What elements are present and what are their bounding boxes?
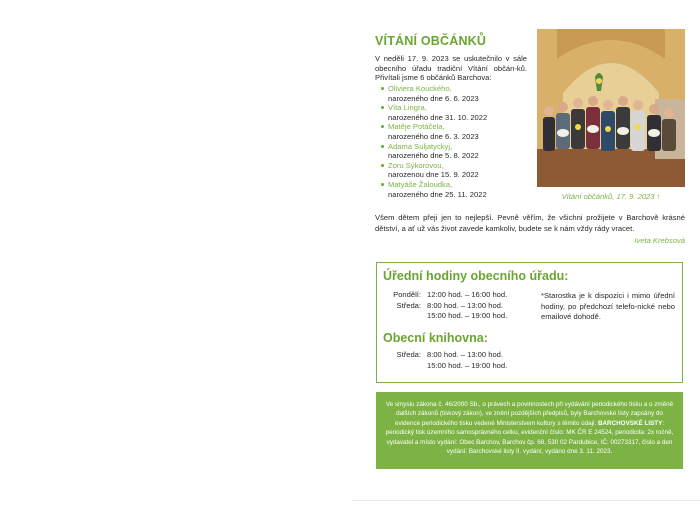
child-birthdate: narozeného dne 6. 6. 2023 <box>388 93 479 103</box>
child-birthdate: narozeného dne 5. 8. 2022 <box>388 151 479 161</box>
library-hours-table <box>387 350 507 371</box>
hours-row <box>387 301 507 312</box>
hours-time: 15:00 hod. – 19:00 hod. <box>427 311 508 321</box>
child-name: Adama Suljatyckyj, <box>388 141 453 151</box>
hours-time: 8:00 hod. – 13:00 hod. <box>427 350 504 359</box>
office-hours-title: Úřední hodiny obecního úřadu: <box>383 269 569 283</box>
list-item <box>380 161 530 180</box>
hours-time: 12:00 hod. – 16:00 hod. <box>427 290 508 299</box>
child-birthdate: narozeného dne 6. 3. 2023 <box>388 131 479 141</box>
article-title: VÍTÁNÍ OBČÁNKŮ <box>375 34 487 48</box>
article-intro: V neděli 17. 9. 2023 se uskutečnilo v sále obecního úřadu tradiční Vítání občán-ků. Přivítali jsme 6 občánků Barchova: <box>375 54 527 83</box>
list-item <box>380 103 530 122</box>
mayor-availability-note: *Starostka je k dispozici i mimo úřední hodiny, po předchozí telefo-nické nebo emailové dohodě. <box>541 291 675 322</box>
hours-row <box>387 311 507 322</box>
child-name: Matyáše Žaloudka, <box>388 179 453 189</box>
child-birthdate: narozeného dne 31. 10. 2022 <box>388 112 488 122</box>
child-birthdate: narozenou dne 15. 9. 2022 <box>388 170 479 180</box>
hours-day: Pondělí: <box>393 290 421 299</box>
arrow-up-icon: ↑ <box>656 192 661 201</box>
legal-text-details: : periodický tisk územního samosprávného celku, evidenční číslo: MK ČR E 24524, periodicita: 2x ročně, vydavatel a místo vydání: Obec Barchov, Barchov čp. 68, 530 02 Pardubice, IČ: 00273317, číslo a den vydání: Barchovské listy II. vydání, vydáno dne 3. 11. 2023. <box>385 419 674 456</box>
office-hours-table <box>387 290 507 322</box>
hours-row <box>387 361 507 372</box>
library-title: Obecní knihovna: <box>383 331 488 345</box>
scan-edge-divider <box>352 500 700 501</box>
hours-day <box>387 311 427 322</box>
child-birthdate: narozeného dne 25. 11. 2022 <box>388 189 487 199</box>
children-list <box>380 84 530 199</box>
list-item <box>380 84 530 103</box>
hours-day: Středa: <box>396 300 421 310</box>
hours-day: Středa: <box>396 350 421 359</box>
hours-row <box>387 290 507 301</box>
hours-day <box>387 361 427 372</box>
photo-caption <box>537 192 685 201</box>
list-item <box>380 180 530 199</box>
child-name: Zoru Sýkorovou, <box>388 160 444 170</box>
list-item <box>380 122 530 141</box>
article-signature: Iveta Krebsová <box>634 236 685 245</box>
hours-time: 8:00 hod. – 13:00 hod. <box>427 300 504 310</box>
group-photo <box>537 29 685 187</box>
photo-caption-text: Vítání občánků, 17. 9. 2023 <box>561 192 655 201</box>
child-name: Víta Lingra, <box>388 103 427 113</box>
hours-time: 15:00 hod. – 19:00 hod. <box>427 360 508 370</box>
legal-notice <box>376 392 683 469</box>
list-item <box>380 142 530 161</box>
child-name: Oliviera Kouckého, <box>388 84 452 93</box>
hours-row <box>387 350 507 361</box>
office-hours-box <box>376 262 683 383</box>
legal-publication-name: BARCHOVSKÉ LISTY <box>597 419 663 427</box>
legal-text-intro: Ve smyslu zákona č. 46/2000 Sb., o právech a povinnostech při vydávání periodického tisku a o změně dalších zákonů (tiskový zákon), ve znění pozdějších předpisů, byly Barchovské listy zapsány do evidence periodického tisku vedené Ministerstvem kultury s těmito údaji: <box>385 401 674 427</box>
child-name: Matěje Potáčela, <box>388 122 445 132</box>
group-photo-illustration <box>537 29 685 187</box>
article-closing: Všem dětem přeji jen to nejlepší. Pevně věřím, že všichni prožijete v Barchově krásné dětství, a ať už vás život zavede kamkoliv, budete se k nám vždy rády vracet. <box>375 213 685 233</box>
